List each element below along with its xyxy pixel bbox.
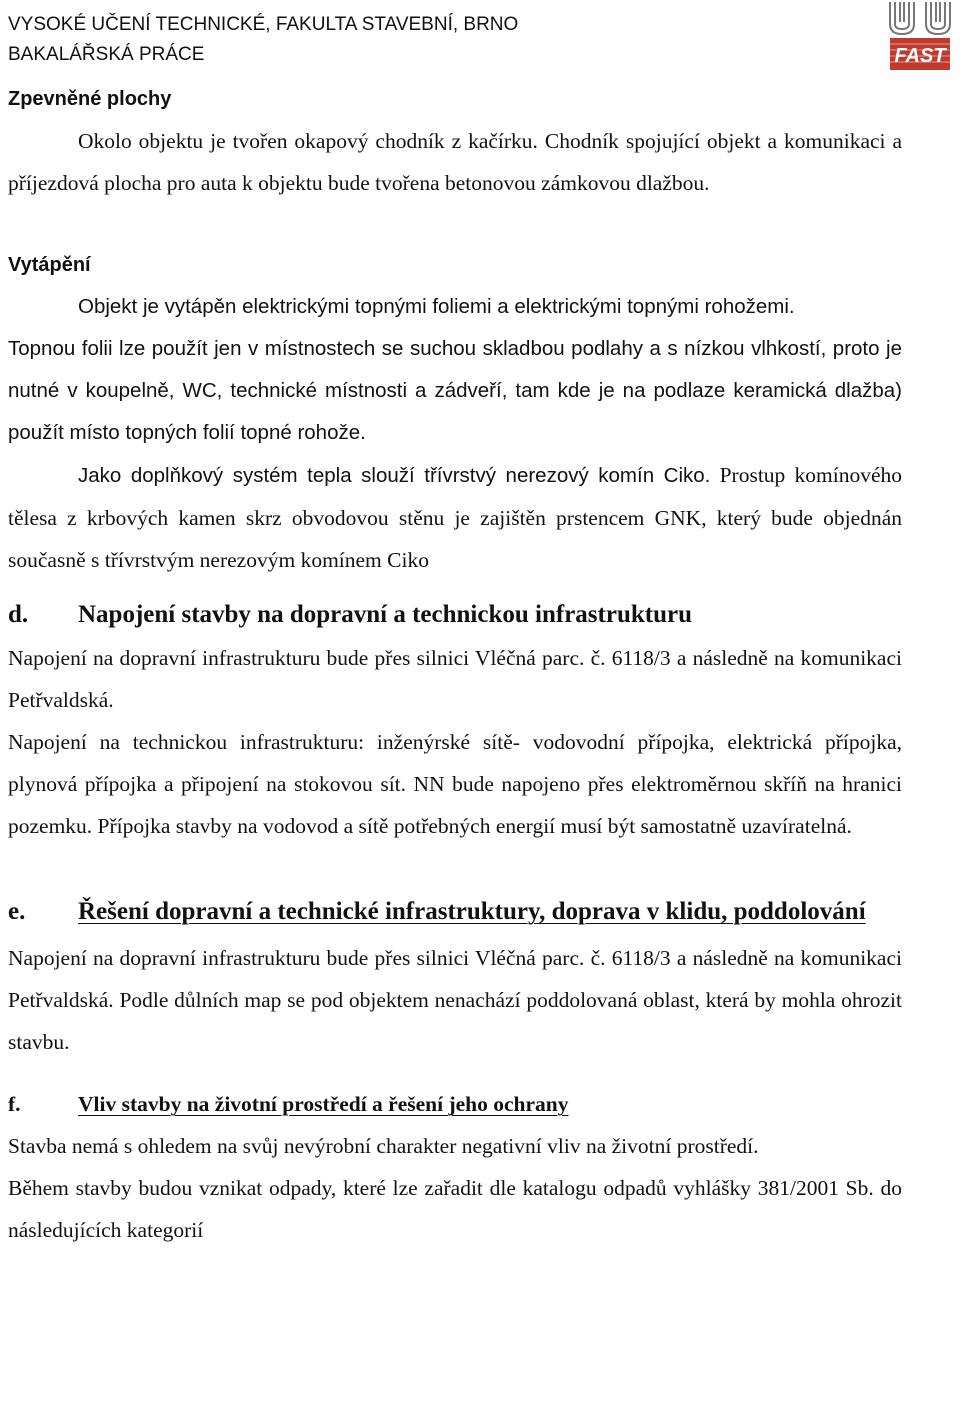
section-e-title: Řešení dopravní a technické infrastruktury, doprava v klidu, poddolování (78, 898, 866, 925)
fast-logo (886, 0, 958, 72)
header-thesis-type: BAKALÁŘSKÁ PRÁCE (8, 44, 205, 65)
heading-zpevnene-plochy: Zpevněné plochy (8, 88, 172, 110)
heading-vytapeni: Vytápění (8, 254, 91, 276)
paragraph-e-1: Napojení na dopravní infrastrukturu bude přes silnici Vléčná parc. č. 6118/3 a následně na komunikaci Petřvaldská. Podle důlních map se pod objektem nenachází poddolovaná oblast, která by mohla ohrozit stavbu. (8, 946, 902, 1054)
paragraph-f-1: Stavba nemá s ohledem na svůj nevýrobní charakter negativní vliv na životní prostředí. (8, 1134, 759, 1158)
section-f-letter: f. (8, 1092, 21, 1116)
paragraph-vytapeni-3 (8, 454, 902, 581)
paragraph-vytapeni-1: Objekt je vytápěn elektrickými topnými foliemi a elektrickými topnými rohožemi. (78, 295, 795, 318)
paragraph-zpevnene-plochy: Okolo objektu je tvořen okapový chodník z kačírku. Chodník spojující objekt a komunikaci a příjezdová plocha pro auta k objektu bude tvořena betonovou zámkovou dlažbou. (8, 129, 902, 195)
paragraph-f-2: Během stavby budou vznikat odpady, které lze zařadit dle katalogu odpadů vyhlášky 381/2001 Sb. do následujících kategorií (8, 1176, 902, 1242)
heading-section-e (8, 887, 902, 937)
document-body (8, 78, 902, 1251)
section-e-letter: e. (8, 898, 26, 925)
heading-section-d (8, 593, 902, 637)
heading-section-f (8, 1083, 902, 1125)
paragraph-d-2: Napojení na technickou infrastrukturu: inženýrské sítě- vodovodní přípojka, elektrická přípojka, plynová přípojka a připojení na stokovou sít. NN bude napojeno přes elektroměrnou skříň na hranici pozemku. Přípojka stavby na vodovod a sítě potřebných energií musí být samostatně uzavíratelná. (8, 730, 902, 838)
section-d-title: Napojení stavby na dopravní a technickou infrastrukturu (78, 601, 692, 628)
header-institution: VYSOKÉ UČENÍ TECHNICKÉ, FAKULTA STAVEBNÍ, BRNO (8, 14, 519, 35)
section-f-title: Vliv stavby na životní prostředí a řešení jeho ochrany (78, 1092, 569, 1116)
document-header (8, 10, 518, 70)
section-d-letter: d. (8, 601, 29, 628)
fast-logo-icon (886, 0, 958, 72)
paragraph-d-1: Napojení na dopravní infrastrukturu bude přes silnici Vléčná parc. č. 6118/3 a následně na komunikaci Petřvaldská. (8, 646, 902, 712)
paragraph-vytapeni-3a: Jako doplňkový systém tepla slouží třívrstvý nerezový komín Ciko. (78, 464, 711, 487)
paragraph-vytapeni-2: Topnou folii lze použít jen v místnostech se suchou skladbou podlahy a s nízkou vlhkostí, proto je nutné v koupelně, WC, technické místnosti a zádveří, tam kde je na podlaze keramická dlažba) použít místo topných folií topné rohože. (8, 337, 902, 444)
paragraph-vytapeni-3b: Prostup komínového tělesa z krbových kamen skrz obvodovou stěnu je zajištěn prstencem GNK, který bude objednán současně s třívrstvým nerezovým komínem Ciko (8, 463, 903, 572)
logo-text: FAST (894, 45, 946, 67)
